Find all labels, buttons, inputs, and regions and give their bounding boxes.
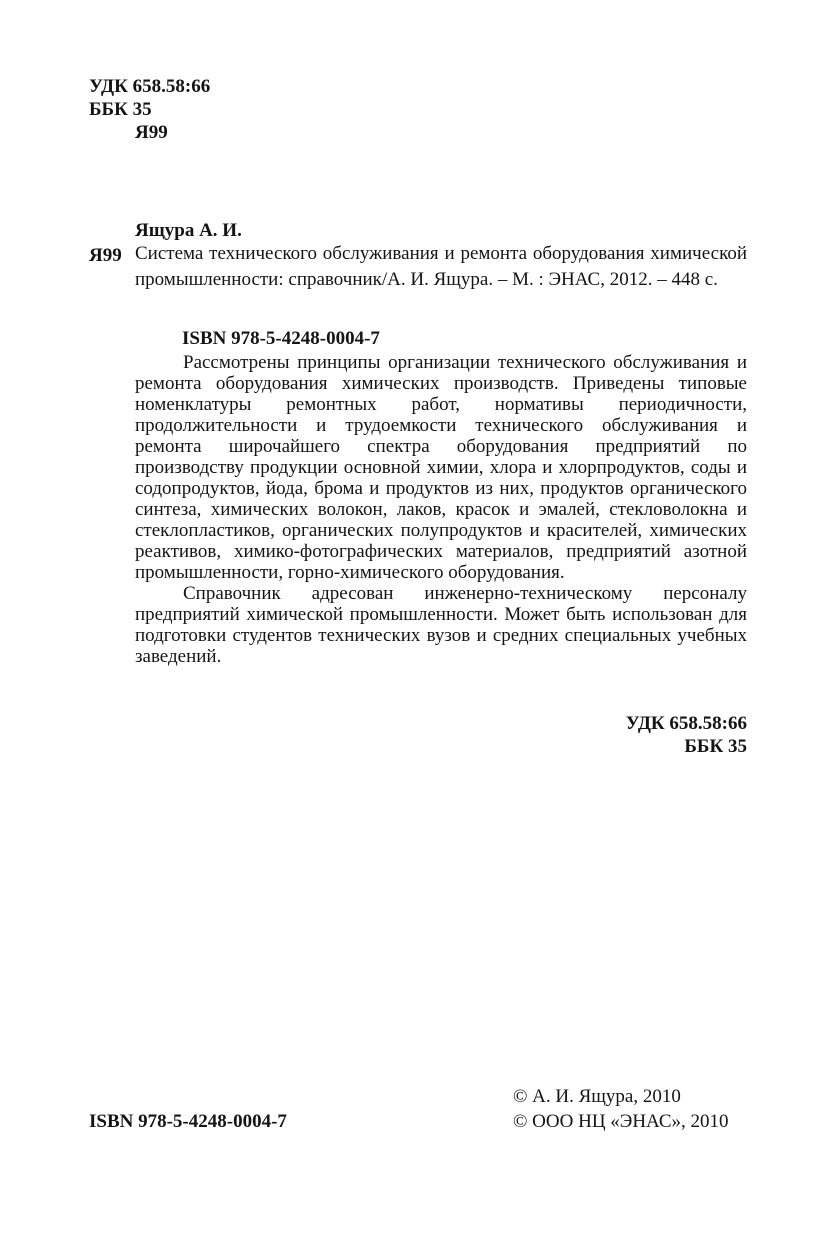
copyright-publisher: © ООО НЦ «ЭНАС», 2010: [513, 1111, 729, 1132]
copyright-author: © А. И. Ящура, 2010: [513, 1086, 681, 1107]
header-codes: [89, 75, 289, 144]
footer-codes: [547, 712, 747, 758]
abstract-paragraph-2: Справочник адресован инженерно-техническому персоналу предприятий химической промышленности. Может быть использован для подготовки студентов технических вузов и средних специальных учебных заведений.: [135, 583, 747, 667]
footer-udk: УДК 658.58:66: [625, 713, 747, 734]
author-name: Ящура А. И.: [135, 220, 242, 241]
abstract-paragraph-1: Рассмотрены принципы организации технического обслуживания и ремонта оборудования химических производств. Приведены типовые номенклатуры ремонтных работ, нормативы периодичности, продолжительности и трудоемкости технического обслуживания и ремонта широчайшего спектра оборудования предприятий по производству продукции основной химии, хлора и хлорпродуктов, соды и содопродуктов, йода, брома и продуктов из них, продуктов органического синтеза, химических волокон, лаков, красок и эмалей, стекловолокна и стеклопластиков, органических полупродуктов и красителей, химических реактивов, химико-фотографических материалов, предприятий азотной промышленности, горно-химического оборудования.: [135, 352, 747, 583]
footer-bbk: ББК 35: [684, 736, 747, 757]
isbn-main: ISBN 978-5-4248-0004-7: [182, 328, 380, 349]
abstract: [135, 352, 747, 667]
header-author-sign: Я99: [135, 122, 168, 143]
header-udk: УДК 658.58:66: [89, 76, 211, 97]
bibliographic-description: Система технического обслуживания и ремонта оборудования химической промышленности: справочник/А. И. Ящура. – М. : ЭНАС, 2012. – 448 с.: [135, 243, 747, 290]
isbn-bottom: ISBN 978-5-4248-0004-7: [89, 1111, 287, 1132]
copyright-block: [513, 1084, 753, 1134]
header-bbk: ББК 35: [89, 99, 152, 120]
margin-author-sign: Я99: [89, 245, 122, 266]
